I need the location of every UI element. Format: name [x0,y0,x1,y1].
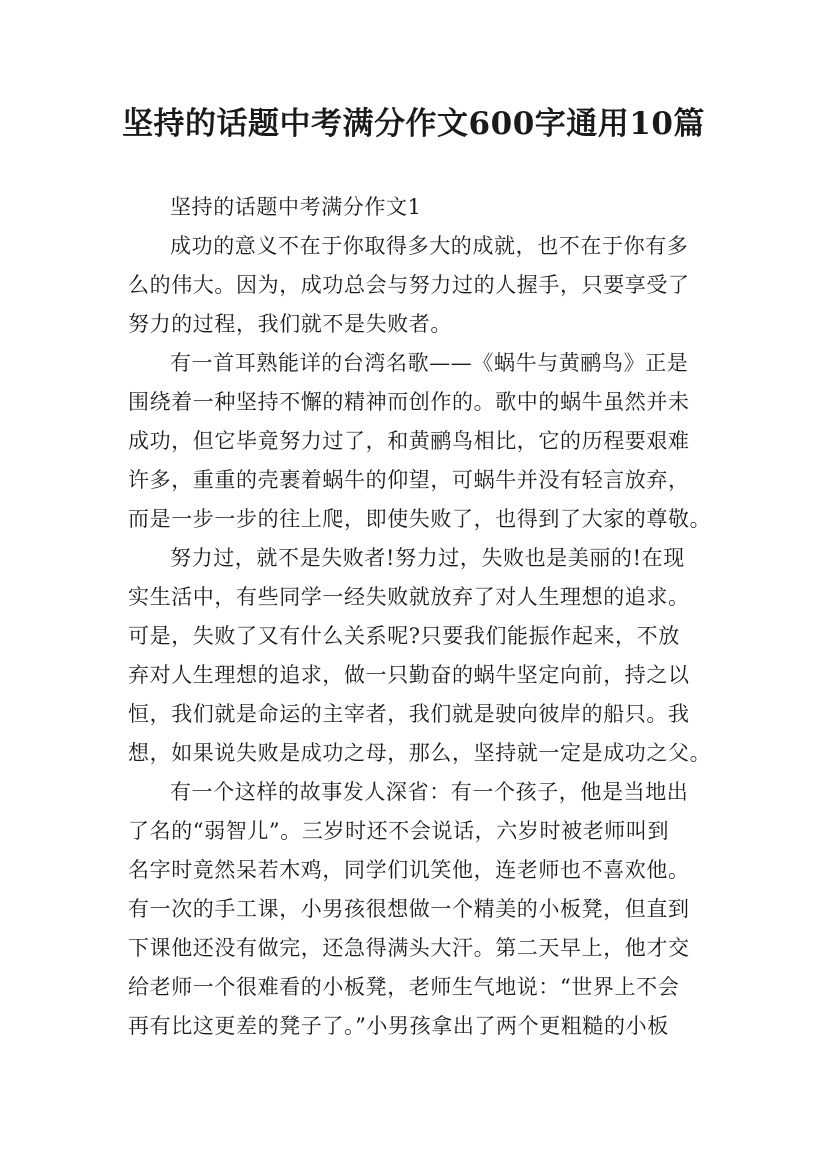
text-line: 努力的过程，我们就不是失败者。 [128,312,452,336]
text-line: 再有比这更差的凳子了。”小男孩拿出了两个更粗糙的小板 [128,1014,669,1038]
document-body [128,188,712,1046]
text-line: 弃对人生理想的追求，做一只勤奋的蜗牛坚定向前，持之以 [128,663,690,687]
text-line: 有一次的手工课，小男孩很想做一个精美的小板凳，但直到 [128,897,690,921]
document-title: 坚持的话题中考满分作文600字通用10篇 [122,106,705,142]
text-line: 么的伟大。因为，成功总会与努力过的人握手，只要享受了 [128,273,690,297]
text-line: 坚持的话题中考满分作文1 [170,195,422,219]
text-line: 恒，我们就是命运的主宰者，我们就是驶向彼岸的船只。我 [128,702,690,726]
text-line: 名字时竟然呆若木鸡，同学们讥笑他，连老师也不喜欢他。 [128,858,690,882]
text-line: 下课他还没有做完，还急得满头大汗。第二天早上，他才交 [128,936,690,960]
text-line: 成功，但它毕竟努力过了，和黄鹂鸟相比，它的历程要艰难 [128,429,690,453]
text-line: 了名的“弱智儿”。三岁时还不会说话，六岁时被老师叫到 [128,819,670,843]
text-line: 围绕着一种坚持不懈的精神而创作的。歌中的蜗牛虽然并未 [128,390,690,414]
text-line: 许多，重重的壳裹着蜗牛的仰望，可蜗牛并没有轻言放弃， [128,468,690,492]
text-line: 实生活中，有些同学一经失败就放弃了对人生理想的追求。 [128,585,690,609]
text-line: 有一个这样的故事发人深省：有一个孩子，他是当地出 [170,780,689,804]
text-line: 努力过，就不是失败者!努力过，失败也是美丽的!在现 [170,546,685,570]
text-line: 给老师一个很难看的小板凳，老师生气地说：“世界上不会 [128,975,680,999]
text-line: 有一首耳熟能详的台湾名歌——《蜗牛与黄鹂鸟》正是 [170,351,689,375]
text-line: 而是一步一步的往上爬，即使失败了，也得到了大家的尊敬。 [128,507,712,531]
text-line: 可是，失败了又有什么关系呢?只要我们能振作起来，不放 [128,624,680,648]
text-line: 成功的意义不在于你取得多大的成就，也不在于你有多 [170,234,689,258]
text-line: 想，如果说失败是成功之母，那么，坚持就一定是成功之父。 [128,741,712,765]
